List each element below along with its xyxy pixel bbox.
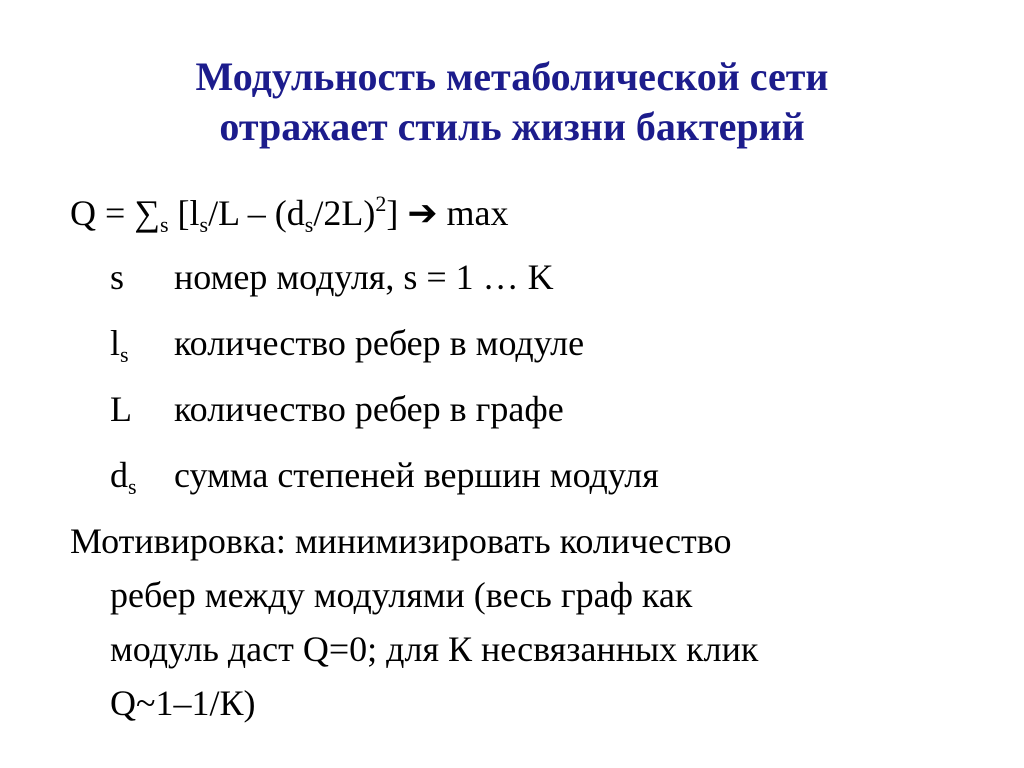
slide-title — [0, 52, 1024, 152]
slide-title-line-1: Модульность метаболической сети — [195, 54, 829, 99]
definition-text: количество ребер в графе — [174, 389, 564, 429]
sum-subscript: s — [159, 212, 169, 237]
right-arrow-icon: ➔ — [407, 193, 438, 233]
formula-max: max — [437, 193, 509, 233]
formula-l-subscript: s — [199, 212, 209, 237]
formula-middle-1: /L – (d — [208, 193, 305, 233]
definition-text: сумма степеней вершин модуля — [174, 455, 659, 495]
definition-symbol: $d_s$ — [110, 455, 137, 499]
definition-symbol: s — [110, 257, 125, 297]
slide-title-line-2: отражает стиль жизни бактерий — [219, 104, 805, 149]
motivation-line-2: ребер между модулями (весь граф как — [110, 575, 693, 615]
motivation-line-4: Q~1–1/К) — [110, 683, 256, 723]
formula-bracket-open: [l — [168, 193, 200, 233]
formula-d-subscript: s — [304, 212, 314, 237]
motivation-line-1: Мотивировка: минимизировать количество — [70, 521, 732, 561]
formula-q: Q — [70, 193, 96, 233]
sum-symbol: ∑ — [134, 193, 160, 233]
definition-row-ds — [110, 452, 659, 498]
definition-row-L — [110, 386, 564, 432]
definition-symbol: $l_s$ — [110, 323, 129, 367]
motivation-line-3: модуль даст Q=0; для К несвязанных клик — [110, 629, 759, 669]
definition-symbol: L — [110, 389, 132, 429]
modularity-formula — [70, 190, 508, 236]
motivation-paragraph — [70, 514, 970, 730]
definition-text: номер модуля, s = 1 … K — [174, 257, 554, 297]
formula-bracket-close: ] — [386, 193, 408, 233]
definition-row-ls — [110, 320, 584, 366]
formula-exponent: 2 — [375, 191, 387, 216]
definition-text: количество ребер в модуле — [174, 323, 585, 363]
definition-row-s — [110, 254, 554, 300]
formula-middle-2: /2L) — [313, 193, 376, 233]
formula-equals: = — [96, 193, 135, 233]
